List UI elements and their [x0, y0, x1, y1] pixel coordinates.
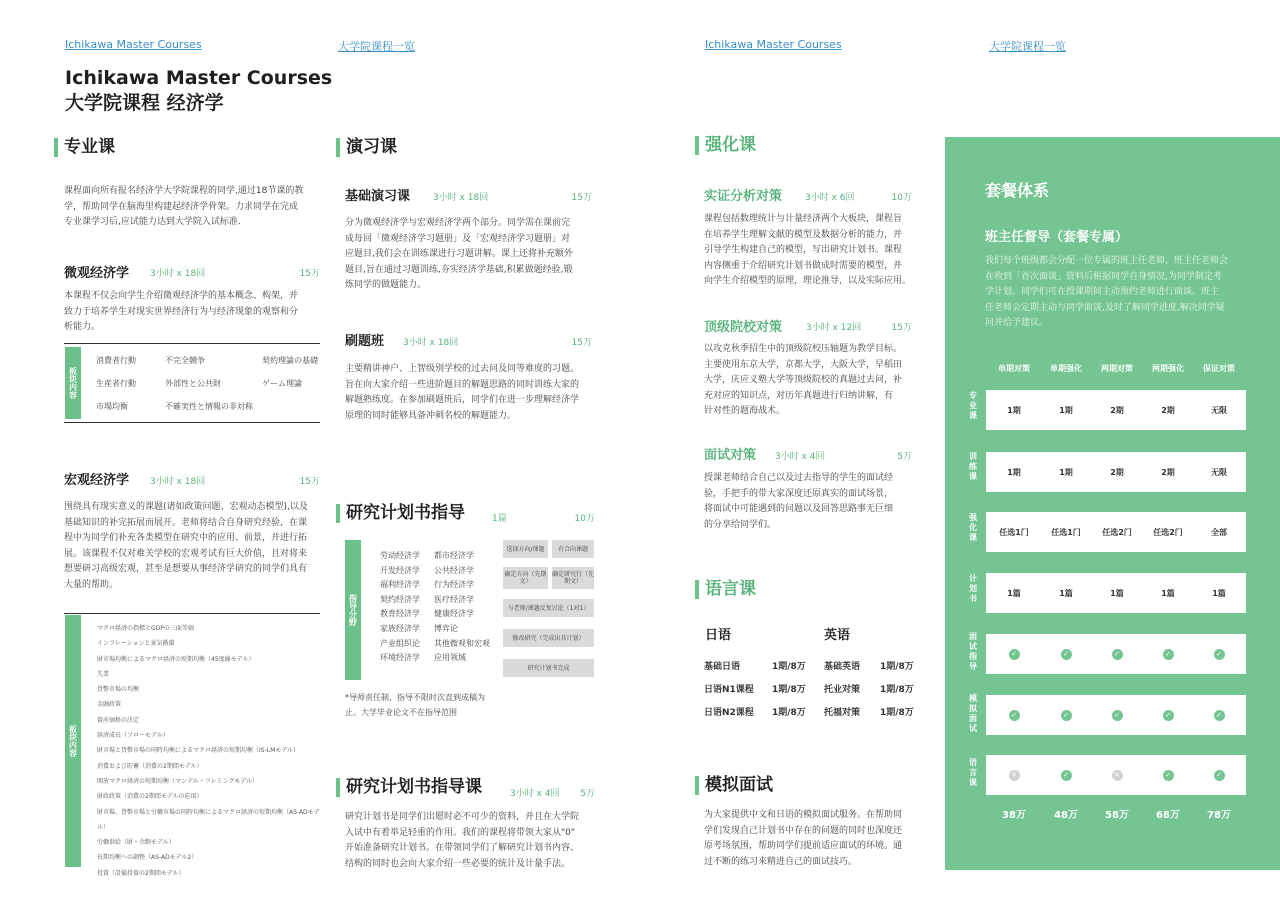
micro-item: 消費者行動 [96, 356, 136, 365]
micro-meta: 3小时 x 18回 [150, 269, 206, 279]
basic-title: 基础演习课 [345, 189, 411, 204]
check-icon: ✓ [1061, 710, 1072, 721]
text-line: 止。大学毕业论文不在指导范围 [345, 708, 457, 717]
field-item: 劳动经济学 [380, 551, 420, 560]
package-price: 58万 [1105, 810, 1129, 821]
field-item: 健康经济学 [434, 609, 474, 619]
package-cell: 无限 [1211, 467, 1227, 477]
flow-step: 确定方向（先期文） [503, 567, 548, 589]
macro-item: 財市場均衡によるマクロ経済の短期均衡（45度線モデル） [97, 655, 255, 663]
check-icon: ✓ [1163, 710, 1174, 721]
macro-content-tab: 板块内容 [65, 615, 81, 867]
mock-desc [704, 808, 939, 870]
row-label: 计 划 书 [969, 574, 977, 603]
row-label: 模 拟 面 试 [969, 694, 977, 733]
column-header: 两期强化 [1152, 364, 1184, 373]
package-cell: 2期 [1110, 405, 1124, 415]
macro-title: 宏观经济学 [64, 473, 130, 488]
text-line: 课程包括数理统计与计量经济两个大板块，课程旨 [704, 214, 903, 224]
text-line: 炼同学的做题能力。 [345, 280, 427, 290]
text-line: 学们发现自己计划书中存在的问题的同时也深度还 [704, 825, 903, 836]
check-icon: ✓ [1009, 649, 1020, 660]
lang-item-value: 1期/8万 [880, 708, 914, 718]
package-desc [985, 254, 1275, 332]
check-icon: ✓ [1061, 770, 1072, 781]
lang-item-name: 基础日语 [704, 662, 741, 672]
text-line: 引导学生构建自己的模型，写出研究计划书。课程 [704, 245, 903, 255]
check-icon: ✓ [1214, 649, 1225, 660]
macro-item: 失業 [97, 670, 110, 678]
field-item: 其他微观和宏观 [434, 638, 490, 648]
jissho-price: 10万 [891, 193, 912, 203]
micro-item: 不確実性と情報の非対称 [165, 402, 253, 411]
text-line: 本课程不仅会向学生介绍微观经济学的基本概念、构架，并 [64, 291, 299, 301]
text-line: 分为微观经济学与宏观经济学两个部分。同学需在课前完 [345, 218, 571, 228]
field-item: 医疗经济学 [434, 594, 474, 604]
cross-icon: ✕ [1009, 770, 1020, 781]
brand-link[interactable]: Ichikawa Master Courses [65, 38, 202, 51]
row-label: 面 试 指 导 [969, 632, 977, 671]
check-icon: ✓ [1112, 710, 1123, 721]
text-line: 学计划。同学们可在授课期间主动预约老师进行面谈。班主 [985, 287, 1220, 297]
macro-item: 資産価格の決定 [97, 716, 140, 724]
package-cell: 1篇 [1110, 588, 1124, 598]
macro-item: 経済成長（ソローモデル） [97, 732, 169, 740]
package-cell: 1篇 [1059, 588, 1073, 598]
field-item: 应用领域 [434, 653, 466, 663]
package-cell: 任选1门 [999, 527, 1029, 537]
package-cell [1193, 634, 1245, 674]
field-item: 公共经济学 [434, 565, 474, 575]
row-label: 专 业 课 [969, 391, 977, 420]
jissho-title: 实证分析对策 [704, 189, 783, 204]
package-cell: 2期 [1161, 467, 1175, 477]
page-title-en: Ichikawa Master Courses [65, 67, 333, 89]
row-label: 语 言 课 [969, 758, 977, 787]
field-item: 博弈论 [434, 623, 458, 633]
shuati-title: 刷题班 [345, 334, 385, 349]
flow-step: 与老师/课题反复讨论（1对1） [503, 599, 594, 617]
micro-price: 15万 [299, 269, 320, 279]
text-line: 旨在向大家介绍一些进阶题目的解题思路的同时训练大家的 [345, 379, 580, 390]
micro-item: ゲーム理論 [262, 379, 302, 388]
field-item: 环境经济学 [380, 653, 420, 663]
text-line: 想要研习高级宏观，甚至是想要从事经济学研究的同学们具有 [64, 564, 308, 574]
top-desc [704, 342, 939, 420]
package-row [986, 390, 1246, 430]
mensetsu-desc [704, 471, 939, 533]
package-cell [1142, 695, 1194, 735]
macro-item: 財市場、貨幣市場と労働市場の同時均衡によるマクロ経済の短期均衡（AS-ADモデル） [97, 808, 320, 831]
micro-content-tab: 板块内容 [65, 347, 81, 419]
column-header: 保证对策 [1203, 364, 1235, 373]
package-cell [1193, 755, 1245, 795]
macro-item: 投資（設備投資の2期間モデル） [97, 869, 185, 877]
jissho-desc [704, 212, 939, 290]
check-icon: ✓ [1061, 649, 1072, 660]
page-title-cn: 大学院课程 经济学 [65, 92, 224, 114]
text-line: 入试中有着举足轻重的作用。我们的课程将带领大家从"0" [345, 827, 576, 838]
text-line: 研究计划书是同学们出愿时必不可少的资料，并且在大学院 [345, 812, 580, 822]
text-line: 内容侧重于介绍研究计划书做成时需要的模型，并 [704, 260, 903, 271]
check-icon: ✓ [1163, 649, 1174, 660]
check-icon: ✓ [1112, 649, 1123, 660]
mensetsu-meta: 3小时 x 4回 [775, 452, 825, 462]
package-price: 68万 [1156, 810, 1180, 821]
text-line: 大学，庆应义塾大学等顶级院校的真题过去问，补 [704, 375, 903, 385]
cross-icon: ✕ [1112, 770, 1123, 781]
text-line: 致力于培养学生对现实世界经济行为与经济现象的观察和分 [64, 306, 299, 317]
macro-item: 長期均衡への調整（AS-ADモデル2） [97, 854, 198, 862]
check-icon: ✓ [1214, 770, 1225, 781]
macro-price: 15万 [299, 477, 320, 487]
package-subtitle: 班主任督导（套餐专属） [985, 230, 1129, 245]
text-line: 在培养学生理解文献的模型及数据分析的能力，并 [704, 229, 903, 240]
macro-item: 貨幣市場の均衡 [97, 686, 140, 694]
package-cell [1142, 755, 1194, 795]
column-header: 单期对策 [998, 364, 1030, 373]
plan-field-tab: 指导分野 [345, 540, 361, 680]
text-line: 成每回「微观经济学习题册」及「宏观经济学习题册」对 [345, 233, 571, 244]
macro-item-list [97, 621, 322, 881]
package-cell: 2期 [1161, 405, 1175, 415]
mensetsu-price: 5万 [897, 452, 912, 462]
flow-step: 选择方向/课题 [503, 540, 548, 558]
package-row [986, 755, 1246, 795]
lang-item-value: 1期/8万 [880, 662, 914, 672]
text-line: 验，手把手的带大家深度还原真实的面试场景， [704, 488, 894, 499]
macro-item: 財政政策（消費の2期間モデルの応用） [97, 793, 203, 801]
column-header: 单期强化 [1050, 364, 1082, 373]
macro-item: 財市場と貨幣市場の同時均衡によるマクロ経済の短期均衡（IS-LMモデル） [97, 747, 299, 755]
text-line: 问并给予建议。 [985, 318, 1049, 328]
top-price: 15万 [891, 323, 912, 333]
package-cell [1142, 634, 1194, 674]
field-item: 福利经济学 [380, 580, 420, 590]
micro-item: 外部性と公共財 [165, 379, 221, 388]
package-row [986, 452, 1246, 492]
plan-field-grid [380, 550, 500, 663]
flow-step: 研究计划书完成 [503, 659, 594, 677]
package-cell [988, 755, 1040, 795]
package-cell [988, 695, 1040, 735]
jp-title: 日语 [705, 628, 732, 643]
package-cell [1040, 634, 1092, 674]
field-item: 行为经济学 [434, 580, 474, 590]
section-heading-senmon: 专业课 [54, 138, 115, 157]
en-title: 英语 [824, 628, 851, 643]
text-line: 针对性的题海战术。 [704, 406, 786, 416]
top-title: 顶级院校对策 [704, 320, 783, 335]
macro-item: 労働供給（財・余暇モデル） [97, 839, 175, 847]
top-meta: 3小时 x 12回 [806, 323, 862, 333]
package-cell: 任选2门 [1102, 527, 1132, 537]
text-line: 将面试中可能遇到的问题以及回答思路事无巨细 [704, 504, 894, 514]
text-line: 程中为同学们补充各类模型在研究中的应用、前景，并进行拓 [64, 533, 308, 543]
macro-item: インフレーションと景気循環 [97, 640, 175, 648]
section-heading-mock: 模拟面试 [695, 776, 773, 795]
package-cell [1193, 695, 1245, 735]
text-line: 的分享给同学们。 [704, 519, 777, 530]
package-row [986, 512, 1246, 552]
field-item: 产业组织论 [380, 638, 420, 648]
text-line: 过不断的练习来精进自己的面试技巧。 [704, 856, 858, 867]
plan-price: 10万 [574, 514, 595, 524]
package-cell: 1期 [1059, 405, 1073, 415]
micro-item: 不完全競争 [165, 356, 205, 365]
text-line: 任老师会定期主动与同学面谈,及时了解同学进度,解决同学疑 [985, 302, 1225, 313]
plancourse-price: 5万 [580, 789, 595, 799]
text-line: 题目,旨在通过习题训练,夯实经济学基础,积累做题经验,锻 [345, 264, 573, 275]
row-label: 训 练 课 [969, 452, 977, 481]
flow-step: 确定研究行（先期文） [552, 567, 594, 589]
micro-item: 市場均衡 [96, 402, 128, 411]
text-line: 授课老师结合自己以及过去指导的学生的面试经 [704, 473, 894, 483]
package-cell: 2期 [1110, 467, 1124, 477]
package-price: 78万 [1207, 810, 1231, 821]
micro-desc [64, 289, 334, 336]
lang-item-name: 基础英语 [824, 662, 861, 672]
package-cell: 任选1门 [1051, 527, 1081, 537]
field-item: 家族经济学 [380, 623, 420, 633]
flow-step: 有合向课题 [552, 540, 594, 558]
package-title: 套餐体系 [985, 181, 1050, 200]
macro-item: マクロ経済の指標とGDPの三面等価 [97, 625, 194, 632]
package-cell [988, 634, 1040, 674]
text-line: 向学生介绍模型的原理，理论推导，以及实际应用。 [704, 276, 912, 286]
plan-meta: 1篇 [492, 514, 507, 524]
divider [64, 613, 320, 614]
check-icon: ✓ [1214, 710, 1225, 721]
package-cell: 全部 [1211, 527, 1227, 537]
lang-item-value: 1期/8万 [772, 708, 806, 718]
lang-item-name: 托福对策 [824, 708, 861, 718]
course-list-link[interactable]: 大学院课程一览 [338, 40, 415, 53]
package-price: 38万 [1002, 810, 1026, 821]
macro-desc [64, 500, 339, 593]
flow-step: 修改研究（完成出具计划） [503, 629, 594, 647]
plan-heading: 研究计划书指导 [336, 504, 465, 523]
plancourse-meta: 3小时 x 4回 [510, 789, 560, 799]
text-line: 展。该课程不仅对难关学校的宏观考试有巨大价值，且对将来 [64, 548, 308, 559]
text-line: *导师责任制，指导不限时次直到成稿为 [345, 693, 485, 702]
package-cell [1091, 755, 1143, 795]
text-line: 原考场氛围，帮助同学们提前适应面试的环境。通 [704, 841, 903, 851]
plancourse-desc [345, 810, 610, 872]
package-cell [1040, 695, 1092, 735]
package-cell: 1篇 [1161, 588, 1175, 598]
text-line: 充对应的知识点，对历年真题进行归纳讲解，有 [704, 390, 894, 401]
macro-meta: 3小时 x 18回 [150, 477, 206, 487]
shuati-desc [345, 362, 605, 424]
package-cell: 1期 [1007, 467, 1021, 477]
macro-item: 消費および貯蓄（消費の2期間モデル） [97, 762, 203, 770]
micro-title: 微观经济学 [64, 266, 130, 281]
text-line: 开始准备研究计划书。在带领同学们了解研究计划书内容、 [345, 843, 580, 853]
text-line: 大量的帮助。 [64, 579, 119, 590]
column-header: 两期对策 [1101, 364, 1133, 373]
text-line: 围绕具有现实意义的课题(诸如政策问题、宏观动态模型),以及 [64, 502, 308, 512]
divider [64, 343, 320, 344]
text-line: 为大家提供中文和日语的模拟面试服务。在帮助同 [704, 810, 903, 820]
text-line: 析能力。 [64, 322, 101, 332]
package-row [986, 634, 1246, 674]
micro-item: 契約理論の基礎 [262, 356, 318, 365]
lang-item-value: 1期/8万 [772, 662, 806, 672]
check-icon: ✓ [1009, 710, 1020, 721]
jissho-meta: 3小时 x 6回 [805, 193, 855, 203]
brand-link-right[interactable]: Ichikawa Master Courses [705, 38, 842, 51]
basic-price: 15万 [571, 193, 592, 203]
plancourse-heading: 研究计划书指导课 [336, 778, 482, 797]
package-cell: 1期 [1059, 467, 1073, 477]
text-line: 在收到「首次面谈」资料后根据同学自身情况,为同学制定考 [985, 271, 1222, 282]
section-heading-enshu: 演习课 [336, 138, 397, 157]
package-row [986, 573, 1246, 613]
lang-item-value: 1期/8万 [880, 685, 914, 695]
text-line: 应题目,我们会在训练课进行习题讲解。课上还将补充额外 [345, 249, 573, 259]
package-cell [1091, 634, 1143, 674]
lang-item-value: 1期/8万 [772, 685, 806, 695]
lang-item-name: 日语N2课程 [704, 708, 754, 718]
package-cell: 任选2门 [1153, 527, 1183, 537]
shuati-price: 15万 [571, 338, 592, 348]
basic-meta: 3小时 x 18回 [433, 193, 489, 203]
senmon-intro [64, 184, 334, 231]
field-item: 都市经济学 [434, 551, 474, 560]
check-icon: ✓ [1163, 770, 1174, 781]
basic-desc [345, 216, 605, 294]
section-heading-kyoka: 强化课 [695, 136, 756, 155]
text-line: 主要精讲神户、上智级别学校的过去问及同等难度的习题。 [345, 364, 580, 374]
package-price: 48万 [1054, 810, 1078, 821]
lang-item-name: 日语N1课程 [704, 685, 754, 695]
text-line: 课程面向所有报名经济学大学院课程的同学,通过18节课的教 [64, 186, 304, 196]
text-line: 基础知识的补完拓展而展开。老师将结合自身研究经验，在课 [64, 517, 308, 528]
lang-item-name: 托业对策 [824, 685, 861, 695]
micro-item: 生産者行動 [96, 379, 136, 388]
text-line: 解题熟练度。在参加刷题班后，同学们在进一步理解经济学 [345, 395, 580, 405]
macro-item: 金融政策 [97, 701, 122, 709]
package-cell [1040, 755, 1092, 795]
text-line: 原理的同时能够具备冲刺名校的解题能力。 [345, 410, 517, 421]
package-cell: 1篇 [1212, 588, 1226, 598]
package-row [986, 695, 1246, 735]
text-line: 以攻克秋季招生中的顶级院校压轴题为教学目标。 [704, 344, 903, 354]
divider [64, 422, 320, 423]
shuati-meta: 3小时 x 18回 [403, 338, 459, 348]
field-item: 教育经济学 [380, 609, 420, 619]
macro-item: 開放マクロ経済の短期均衡（マンデル・フレミングモデル） [97, 777, 259, 785]
row-label: 强 化 课 [969, 513, 977, 542]
text-line: 结构的同时也会向大家介绍一些必要的统计及计量手法。 [345, 858, 571, 869]
field-item: 开发经济学 [380, 565, 420, 575]
section-heading-lang: 语言课 [695, 580, 756, 599]
text-line: 我们每个班级都会分配一位专属的班主任老师，班主任老师会 [985, 256, 1229, 266]
package-cell [1091, 695, 1143, 735]
field-item: 契约经济学 [380, 594, 420, 604]
package-cell: 无限 [1211, 405, 1227, 415]
course-list-link-right[interactable]: 大学院课程一览 [989, 40, 1066, 53]
text-line: 专业课学习后,应试能力达到大学院入试标准. [64, 217, 241, 227]
package-cell: 1期 [1007, 405, 1021, 415]
plan-note [345, 690, 605, 720]
package-cell: 1篇 [1007, 588, 1021, 598]
text-line: 学，帮助同学在脑海里构建起经济学骨架。力求同学在完成 [64, 201, 299, 212]
mensetsu-title: 面试对策 [704, 448, 757, 463]
text-line: 主要使用东京大学，京都大学，大阪大学，早稻田 [704, 359, 903, 370]
